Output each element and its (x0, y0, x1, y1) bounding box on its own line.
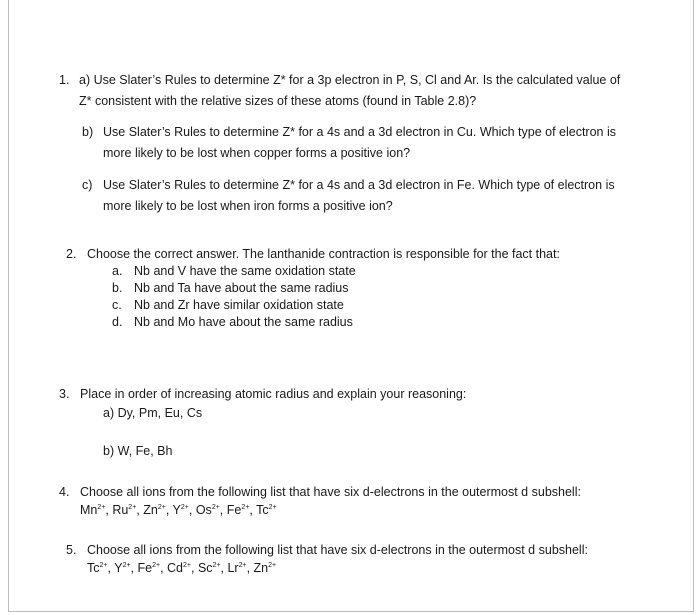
q4-ion-list: $Mn^{2+}$, $Ru^{2+}$, $Zn^{2+}$, $Y^{2+}$, $Os^{2+}$, $Fe^{2+}$, $Tc^{2+}$ (80, 503, 277, 517)
q4-number: 4. (59, 485, 70, 499)
ion: $Zn^{2+}$ (143, 503, 166, 517)
q2-option-b: Nb and Ta have about the same radius (134, 281, 349, 295)
ion: $Ru^{2+}$ (112, 503, 137, 517)
q2-option-d-label: d. (112, 315, 123, 329)
q3a-text: a) Dy, Pm, Eu, Cs (103, 406, 203, 420)
q2-option-d: Nb and Mo have about the same radius (134, 315, 353, 329)
ion: $Fe^{2+}$ (137, 561, 161, 575)
q5-text: Choose all ions from the following list that have six d-electrons in the outermost d subshell: (87, 543, 588, 557)
q1c-line-1: Use Slater’s Rules to determine Z* for a 4s and a 3d electron in Fe. Which type of electron is (103, 178, 615, 192)
ion: $Lr^{2+}$ (227, 561, 247, 575)
q1b-line-1: Use Slater’s Rules to determine Z* for a 4s and a 3d electron in Cu. Which type of electron is (103, 125, 616, 139)
q2-option-a: Nb and V have the same oxidation state (134, 264, 356, 278)
ion: $Cd^{2+}$ (167, 561, 191, 575)
q1c-line-2: more likely to be lost when iron forms a positive ion? (103, 199, 393, 213)
ion: $Y^{2+}$ (172, 503, 189, 517)
q2-number: 2. (66, 247, 77, 261)
q3-number: 3. (59, 387, 70, 401)
q5-number: 5. (66, 543, 77, 557)
q1a-label: a) (79, 73, 91, 87)
q2-option-a-label: a. (112, 264, 123, 278)
q1a-line-2: Z* consistent with the relative sizes of these atoms (found in Table 2.8)? (79, 94, 477, 108)
q2-option-b-label: b. (112, 281, 123, 295)
q5-ion-list: $Tc^{2+}$, $Y^{2+}$, $Fe^{2+}$, $Cd^{2+}$, $Sc^{2+}$, $Lr^{2+}$, $Zn^{2+}$ (87, 561, 277, 575)
q1c-label: c) (82, 178, 93, 192)
ion: $Sc^{2+}$ (197, 561, 221, 575)
ion: $Zn^{2+}$ (253, 561, 277, 575)
ion: $Fe^{2+}$ (226, 503, 250, 517)
q1-number: 1. (59, 73, 70, 87)
ion: $Tc^{2+}$ (256, 503, 277, 517)
q2-option-c: Nb and Zr have similar oxidation state (134, 298, 344, 312)
ion: $Mn^{2+}$ (80, 503, 106, 517)
q3-text: Place in order of increasing atomic radius and explain your reasoning: (80, 387, 467, 401)
q1b-line-2: more likely to be lost when copper forms a positive ion? (103, 146, 411, 160)
q1a-text-1: Use Slater’s Rules to determine Z* for a 3p electron in P, S, Cl and Ar. Is the calculated value of (93, 73, 621, 87)
q2-text: Choose the correct answer. The lanthanide contraction is responsible for the fact that: (87, 247, 560, 261)
q4-text: Choose all ions from the following list that have six d-electrons in the outermost d subshell: (80, 485, 581, 499)
q2-option-c-label: c. (112, 298, 122, 312)
ion: $Y^{2+}$ (114, 561, 131, 575)
ion: $Os^{2+}$ (195, 503, 220, 517)
document-page (8, 0, 694, 612)
q1a-line-1 (79, 73, 620, 87)
q1b-label: b) (82, 125, 94, 139)
ion: $Tc^{2+}$ (87, 561, 108, 575)
q3b-text: b) W, Fe, Bh (103, 444, 173, 458)
